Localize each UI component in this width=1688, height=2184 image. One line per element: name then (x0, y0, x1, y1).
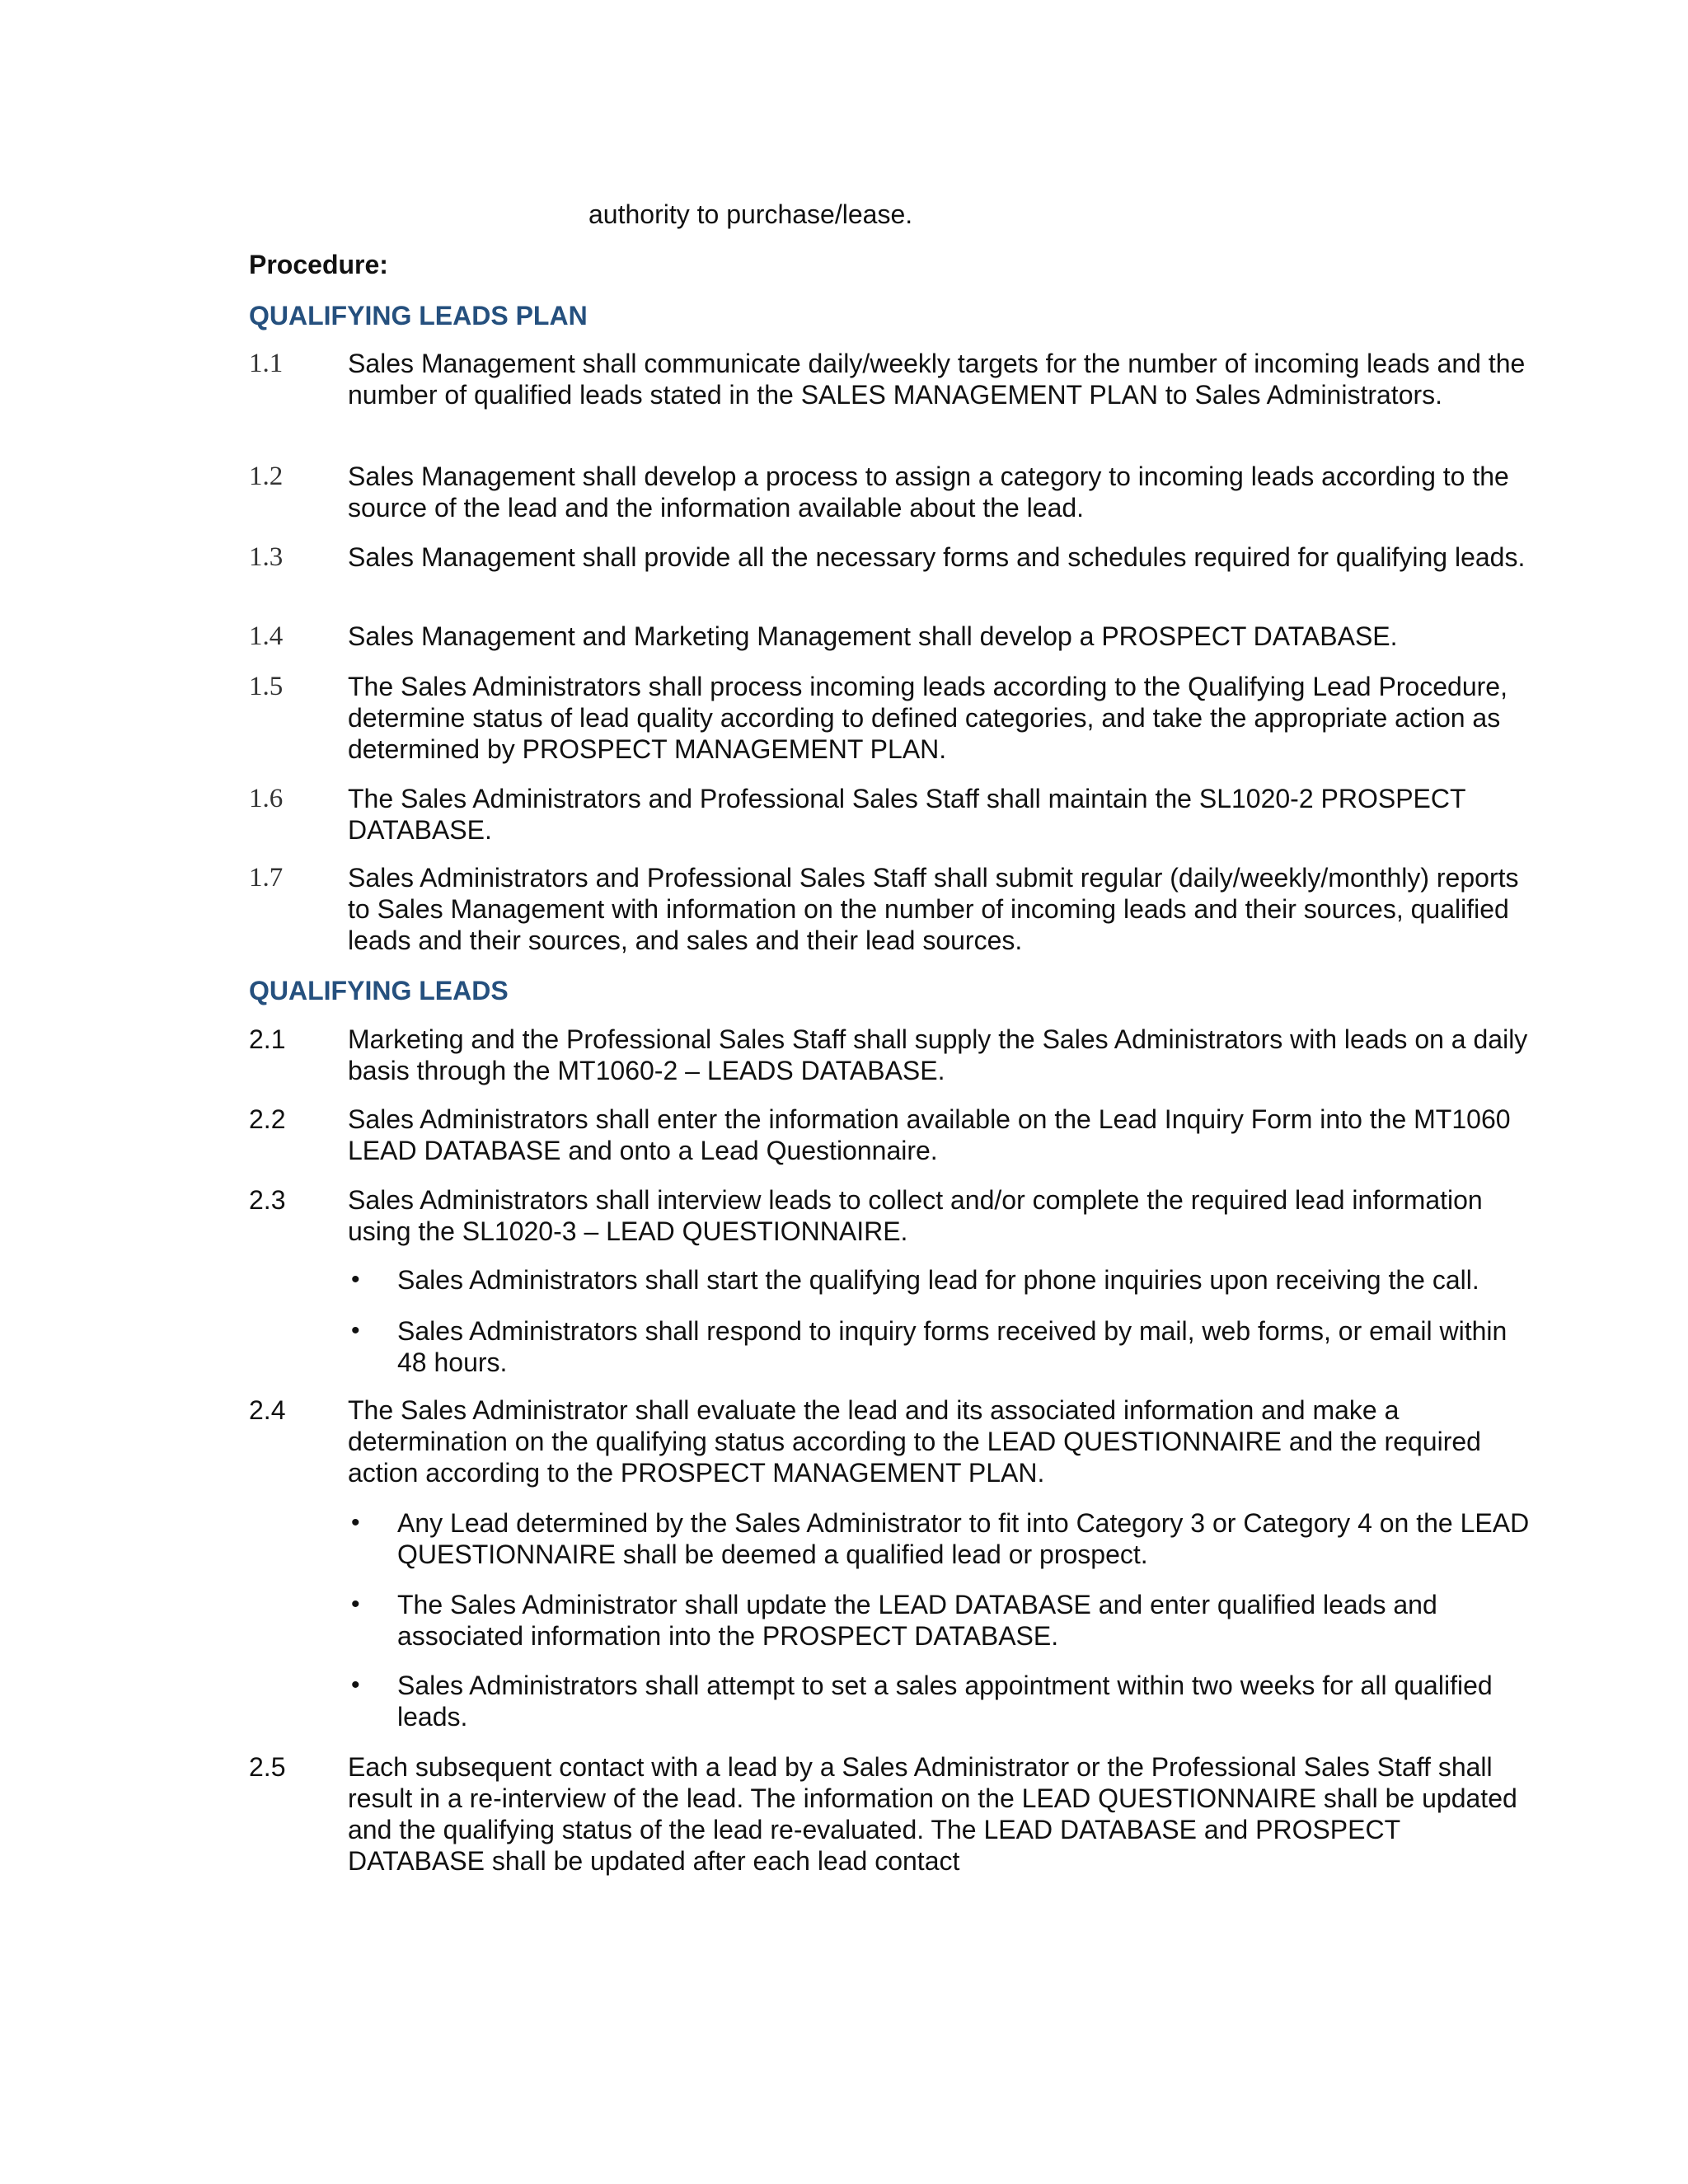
item-number: 2.3 (249, 1185, 286, 1215)
item-number: 1.3 (249, 542, 284, 572)
bullet-item (348, 1315, 1535, 1378)
item-number: 2.2 (249, 1104, 286, 1134)
list-item-2-5 (249, 1751, 1535, 1877)
item-number: 1.4 (249, 621, 284, 651)
list-item-1-2 (249, 461, 1535, 523)
item-number: 2.4 (249, 1395, 286, 1425)
bullet-text: Any Lead determined by the Sales Administrator to fit into Category 3 or Category 4 on the LEAD QUESTIONNAIRE shall be deemed a qualified lead or prospect. (397, 1508, 1530, 1569)
list-item-2-1 (249, 1024, 1535, 1086)
item-text: Sales Administrators shall enter the information available on the Lead Inquiry Form into the MT1060 LEAD DATABASE and onto a Lead Questionnaire. (348, 1104, 1511, 1165)
list-item-1-6 (249, 783, 1535, 846)
item-text: Sales Management and Marketing Management shall develop a PROSPECT DATABASE. (348, 621, 1398, 651)
bullet-dot: • (351, 1317, 360, 1344)
bullet-dot: • (351, 1671, 360, 1699)
bullet-text: The Sales Administrator shall update the LEAD DATABASE and enter qualified leads and associated information into the PROSPECT DATABASE. (397, 1590, 1437, 1651)
item-text: The Sales Administrator shall evaluate the lead and its associated information and make a determination on the qualifying status according to the LEAD QUESTIONNAIRE and the required action according to the PROSPECT MANAGEMENT PLAN. (348, 1395, 1481, 1488)
item-number: 1.1 (249, 349, 284, 378)
continuation-text: authority to purchase/lease. (588, 199, 913, 229)
list-item-1-7 (249, 862, 1535, 956)
item-number: 1.2 (249, 462, 284, 491)
bullet-text: Sales Administrators shall start the qualifying lead for phone inquiries upon receiving the call. (397, 1265, 1479, 1295)
item-text: Sales Management shall provide all the necessary forms and schedules required for qualifying leads. (348, 542, 1526, 572)
item-text: Sales Administrators and Professional Sales Staff shall submit regular (daily/weekly/monthly) reports to Sales Management with information on the number of incoming leads and their sources, qualified leads and their sources, and sales and their lead sources. (348, 863, 1519, 955)
item-text: The Sales Administrators shall process incoming leads according to the Qualifying Lead Procedure, determine status of lead quality according to defined categories, and take the appropriate action as determined by PROSPECT MANAGEMENT PLAN. (348, 672, 1507, 764)
bullet-dot: • (351, 1266, 360, 1293)
bullet-item (348, 1264, 1535, 1296)
item-number: 1.6 (249, 784, 284, 813)
list-item-1-1 (249, 348, 1535, 410)
procedure-label: Procedure: (249, 250, 388, 279)
section-heading-qualifying-leads: QUALIFYING LEADS (249, 976, 509, 1005)
bullet-text: Sales Administrators shall attempt to set a sales appointment within two weeks for all qualified leads. (397, 1671, 1493, 1732)
bullet-item (348, 1670, 1535, 1732)
item-text: Marketing and the Professional Sales Staff shall supply the Sales Administrators with leads on a daily basis through the MT1060-2 – LEADS DATABASE. (348, 1024, 1528, 1085)
list-item-2-2 (249, 1104, 1535, 1166)
item-number: 1.5 (249, 672, 284, 701)
bullet-dot: • (351, 1509, 360, 1536)
item-text: Sales Management shall develop a process to assign a category to incoming leads according to the source of the lead and the information available about the lead. (348, 462, 1509, 523)
bullet-item (348, 1589, 1535, 1652)
bullet-dot: • (351, 1591, 360, 1618)
item-number: 2.5 (249, 1752, 286, 1782)
section-heading-leads-plan: QUALIFYING LEADS PLAN (249, 301, 588, 330)
item-text: The Sales Administrators and Professional Sales Staff shall maintain the SL1020-2 PROSPECT DATABASE. (348, 784, 1465, 845)
list-item-2-4 (249, 1394, 1535, 1488)
item-text: Sales Management shall communicate daily/weekly targets for the number of incoming leads and the number of qualified leads stated in the SALES MANAGEMENT PLAN to Sales Administrators. (348, 349, 1526, 410)
list-item-2-3 (249, 1184, 1535, 1247)
item-number: 2.1 (249, 1024, 286, 1054)
list-item-1-5 (249, 671, 1535, 765)
item-text: Sales Administrators shall interview leads to collect and/or complete the required lead information using the SL1020-3 – LEAD QUESTIONNAIRE. (348, 1185, 1483, 1246)
bullet-item (348, 1507, 1535, 1570)
item-number: 1.7 (249, 863, 284, 893)
bullet-text: Sales Administrators shall respond to inquiry forms received by mail, web forms, or email within 48 hours. (397, 1316, 1507, 1377)
item-text: Each subsequent contact with a lead by a Sales Administrator or the Professional Sales Staff shall result in a re-interview of the lead. The information on the LEAD QUESTIONNAIRE shall be updated and the qualifying status of the lead re-evaluated. The LEAD DATABASE and PROSPECT DATABASE shall be updated after each lead contact (348, 1752, 1517, 1876)
list-item-1-4 (249, 621, 1535, 652)
list-item-1-3 (249, 541, 1535, 573)
